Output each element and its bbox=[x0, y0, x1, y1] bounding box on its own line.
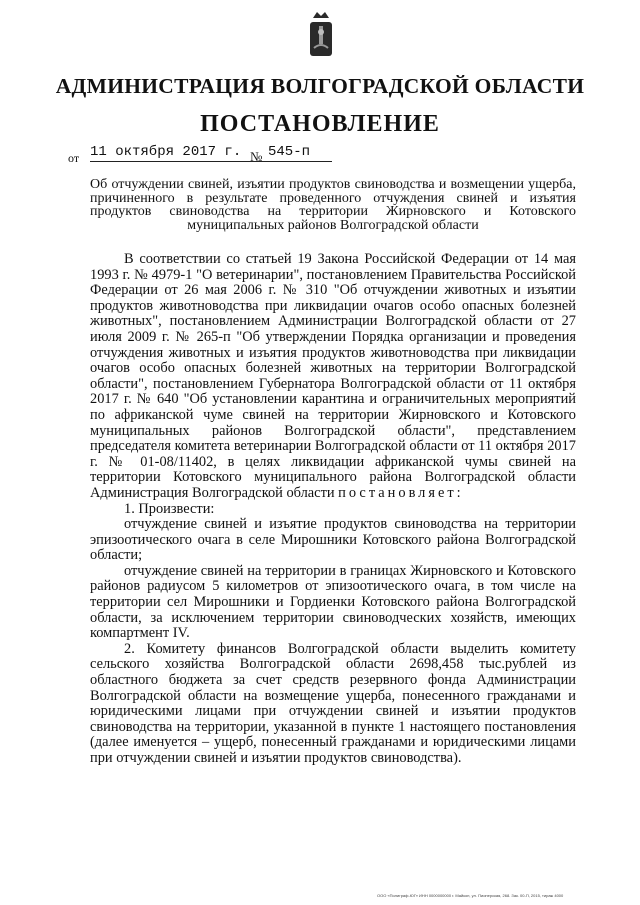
clause-1-heading: 1. Произвести: bbox=[124, 500, 215, 517]
emblem-icon bbox=[304, 8, 338, 64]
document-date: 11 октября 2017 г. bbox=[90, 144, 308, 162]
resolves-word: постановляет: bbox=[338, 484, 464, 501]
document-number: 545-п bbox=[268, 144, 332, 162]
clause-1b: отчуждение свиней на территории в границах Жирновского и Котовского районов радиусом 5 километров от эпизоотического очага, в том числе на территории сел Мирошники и Гордиенки Котовского района Волгоградской области, за исключением территории свиноводческих хозяйств, имеющих компартмент IV. bbox=[90, 562, 576, 642]
document-subject: Об отчуждении свиней, изъятии продуктов свиноводства и возмещении ущерба, причиненного в результате проведенного отчуждения свиней и изъятия продуктов свиноводства на территории Жирновского и Котовского муниципальных районов Волгоградской области bbox=[90, 177, 576, 233]
print-footer: ООО «Полиграф-ЮГ» ИНН 0000000000 г. Майкоп, ул. Пионерская, 268. Зак. 00-П, 2015, тираж 4000 bbox=[377, 893, 564, 898]
clause-1a: отчуждение свиней и изъятие продуктов свиноводства на территории эпизоотического очага в селе Мирошники Котовского района Волгоградской области; bbox=[90, 516, 576, 564]
number-label: № bbox=[250, 149, 263, 164]
document-type-title: ПОСТАНОВЛЕНИЕ bbox=[200, 111, 440, 137]
organization-title: АДМИНИСТРАЦИЯ ВОЛГОГРАДСКОЙ ОБЛАСТИ bbox=[55, 74, 585, 98]
date-number-line bbox=[68, 144, 348, 164]
clause-2: 2. Комитету финансов Волгоградской области выделить комитету сельского хозяйства Волгоградской области 2698,458 тыс.рублей из областного бюджета за счет средств резервного фонда Администрации Волгоградской области на возмещение ущерба, понесенного гражданами и юридическими лицами при отчуждении свиней и изъятии продуктов свиноводства на территории, указанной в пункте 1 настоящего постановления (далее именуется – ущерб, понесенный гражданами и юридическими лицами при отчуждении свиней и изъятии продуктов свиноводства). bbox=[90, 640, 576, 766]
intro-paragraph bbox=[90, 252, 576, 502]
date-from-label: от bbox=[68, 151, 80, 165]
document-body bbox=[90, 252, 576, 767]
intro-text: В соответствии со статьей 19 Закона Российской Федерации от 14 мая 1993 г. № 4979-1 "О ветеринарии", постановлением Правительства Российской Федерации от 26 мая 2006 г. № 310 "Об отчуждении животных и изъятии продуктов животноводства при ликвидации очагов особо опасных болезней животных", постановлением Администрации Волгоградской области от 27 июля 2009 г. № 265-п "Об утверждении Порядка организации и проведения отчуждения животных и изъятия продуктов животноводства при ликвидации очагов особо опасных болезней животных на территории Волгоградской области", постановлением Губернатора Волгоградской области от 11 октября 2017 г. № 640 "Об установлении карантина и ограничительных мероприятий по африканской чуме свиней на территории Жирновского и Котовского муниципальных районов Волгоградской области", представлением председателя комитета ветеринарии Волгоградской области от 11 октября 2017 г. № 01-08/11402, в целях ликвидации африканской чумы свиней на территории Котовского муниципального района Волгоградской области Администрация Волгоградской области bbox=[90, 251, 576, 501]
